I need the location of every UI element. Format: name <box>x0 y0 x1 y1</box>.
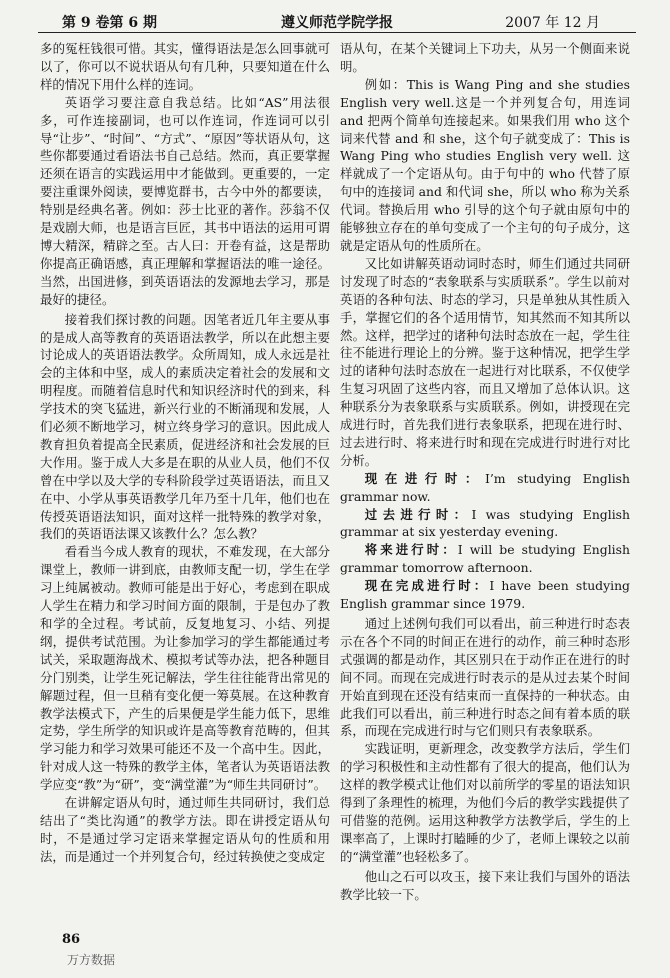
paragraph-text: 语从句，在某个关键词上下功夫，从另一个侧面来说明。 <box>340 41 630 74</box>
journal-title: 遵义师范学院学报 <box>281 15 393 31</box>
paragraph-text: 例如：This is Wang Ping and she studies English very well.这是一个并列复合句，用连词 and 把两个简单句连接起来。如果我们用 who 这个词来代替 and 和 she，这个句子就变成了：This is Wang Ping who studies English very well. 这样就成了一个定语从句。由于句中的 who 代替了原句中的连接词 and 和代词 she，所以 who 称为关系代词。替换后用 who 引导的这个句子就由原句中的能够独立存在的单句变成了一个主句的句子成分，这就是定语从句的性质所在。 <box>340 76 630 253</box>
issue-label: 第 9 卷第 6 期 <box>62 15 157 31</box>
paragraph <box>40 794 330 866</box>
paragraph <box>340 740 630 865</box>
tense-label: 将来进行时： <box>364 542 458 558</box>
paragraph <box>40 94 330 309</box>
paragraph-text: 在讲解定语从句时，通过师生共同研讨，我们总结出了“类比沟通”的教学方法。即在讲授定语从句时，不是通过学习定语来掌握定语从句的性质和用法，而是通过一个并列复合句，经过转换使之变成定 <box>40 795 330 864</box>
paragraph <box>340 577 630 613</box>
paragraph <box>340 255 630 470</box>
paragraph-text: 英语学习要注意自我总结。比如“AS”用法很多，可作连接副词，也可以作连词，作连词可以引导“让步”、“时间”、“方式”、“原因”等状语从句，这些你都要通过看语法书自己总结。然而，真正要掌握还须在语言的实践运用中才能做到。更重要的，一定要注重课外阅读，要博览群书，古今中外的都要读，特别是经典名著。例如：莎士比亚的著作。莎翁不仅是戏剧大师，也是语言巨匠，其书中语法的运用可谓博大精深，精辟之至。古人曰：开卷有益，这是帮助你提高正确语感，真正理解和掌握语法的唯一途径。当然，出国进修，到英语语法的发源地去学习，那是最好的捷径。 <box>40 94 330 307</box>
paragraph-text: 又比如讲解英语动词时态时，师生们通过共同研讨发现了时态的“表象联系与实质联系”。学生以前对英语的各种句法、时态的学习，只是单独从其性质入手，掌握它们的各个适用情节，知其然而不知其所以然。这样，把学过的诸种句法时态放在一起，学生往往不能进行理论上的分辨。鉴于这种情况，把学生学过的诸种句法时态放在一起进行对比联系，不仅使学生复习巩固了这些内容，而且又增加了总体认识。这种联系分为表象联系与实质联系。例如，讲授现在完成进行时，首先我们进行表象联系，把现在进行时、过去进行时、将来进行时和现在完成进行时进行对比分析。 <box>340 255 630 468</box>
tense-label: 现在进行时： <box>364 470 485 486</box>
paragraph <box>340 868 630 904</box>
tense-label: 现在完成进行时： <box>364 578 490 594</box>
date-label: 2007 年 12 月 <box>505 15 600 31</box>
left-column <box>40 40 330 866</box>
watermark: 万方数据 <box>67 953 116 967</box>
paragraph <box>340 506 630 542</box>
paragraph <box>340 76 630 255</box>
paragraph <box>40 40 330 94</box>
paragraph-text: I will be studying English grammar tomorrow afternoon. <box>340 542 630 576</box>
tense-label: 过去进行时： <box>364 506 472 522</box>
page-number: 86 <box>62 932 81 947</box>
paragraph <box>340 470 630 506</box>
paragraph-text: I have been studying English grammar since 1979. <box>340 578 630 612</box>
paragraph-text: 多的冤枉钱很可惜。其实，懂得语法是怎么回事就可以了，你可以不说状语从句有几种，只要知道在什么样的情况下用什么样的连词。 <box>40 41 330 92</box>
paragraph <box>40 311 330 544</box>
paragraph-text: 他山之石可以攻玉，接下来让我们与国外的语法教学比较一下。 <box>340 868 630 902</box>
paragraph-text: I was studying English grammar at six yesterday evening. <box>340 506 630 540</box>
paragraph <box>340 541 630 577</box>
paragraph-text: I’m studying English grammar now. <box>340 470 631 504</box>
paragraph <box>340 40 630 76</box>
running-header <box>38 8 636 33</box>
paragraph-text: 接着我们探讨教的问题。因笔者近几年主要从事的是成人高等教育的英语语法教学，所以在此想主要讨论成人的英语语法教学。众所周知，成人永远是社会的主体和中坚，成人的素质决定着社会的发展和文明程度。而随着信息时代和知识经济时代的到来，科学技术的突飞猛进，新兴行业的不断涌现和发展，人们必须不断地学习，树立终身学习的意识。因此成人教育担负着提高全民素质，促进经济和社会发展的巨大作用。鉴于成人大多是在职的从业人员，他们不仅曾在中学以及大学的专科阶段学过英语语法，而且又在中、小学从事英语教学几年乃至十几年，他们也在传授英语语法知识，面对这样一批特殊的教学对象，我们的英语语法课又该教什么？怎么教？ <box>40 311 330 542</box>
right-column <box>340 40 630 904</box>
paragraph-text: 通过上述例句我们可以看出，前三种进行时态表示在各个不同的时间正在进行的动作，前三种时态形式强调的都是动作，其区别只在于动作正在进行的时间不同。而现在完成进行时表示的是从过去某个时间开始直到现在还没有结束而一直保持的一种状态。由此我们可以看出，前三种进行时态之间有着本质的联系，而现在完成进行时与它们则只有表象联系。 <box>340 616 630 739</box>
paragraph-text: 实践证明，更新理念，改变教学方法后，学生们的学习积极性和主动性都有了很大的提高，他们认为这样的教学模式让他们对以前所学的零星的语法知识得到了条理性的梳理，为他们今后的教学实践提供了可借鉴的范例。运用这种教学方法教学后，学生的上课率高了，上课时打瞌睡的少了，老师上课较之以前的“满堂灌”也轻松多了。 <box>340 741 630 864</box>
paragraph-text: 看看当今成人教育的现状，不难发现，在大部分课堂上，教师一讲到底，由教师支配一切，学生在学习上纯属被动。教师可能是出于好心，考虑到在职成人学生在精力和学习时间方面的限制，于是包办了教和学的全过程。考试前，反复地复习、小结、列提纲，提供考试范围。为让参加学习的学生都能通过考试关，采取题海战术、模拟考试等办法，把各种题目分门别类，让学生死记解法，学生往往能背出常见的解题过程，但一旦稍有变化便一筹莫展。在这种教育教学法模式下，产生的后果便是学生能力低下，思维定势，学生所学的知识或许是高等教育范畴的，但其学习能力和学习效果可能还不及一个高中生。因此，针对成人这一特殊的教学主体，笔者认为英语语法教学应变“教”为“研”，变“满堂灌”为“师生共同研讨”。 <box>40 544 330 793</box>
paragraph <box>340 615 630 740</box>
paragraph <box>40 543 330 794</box>
